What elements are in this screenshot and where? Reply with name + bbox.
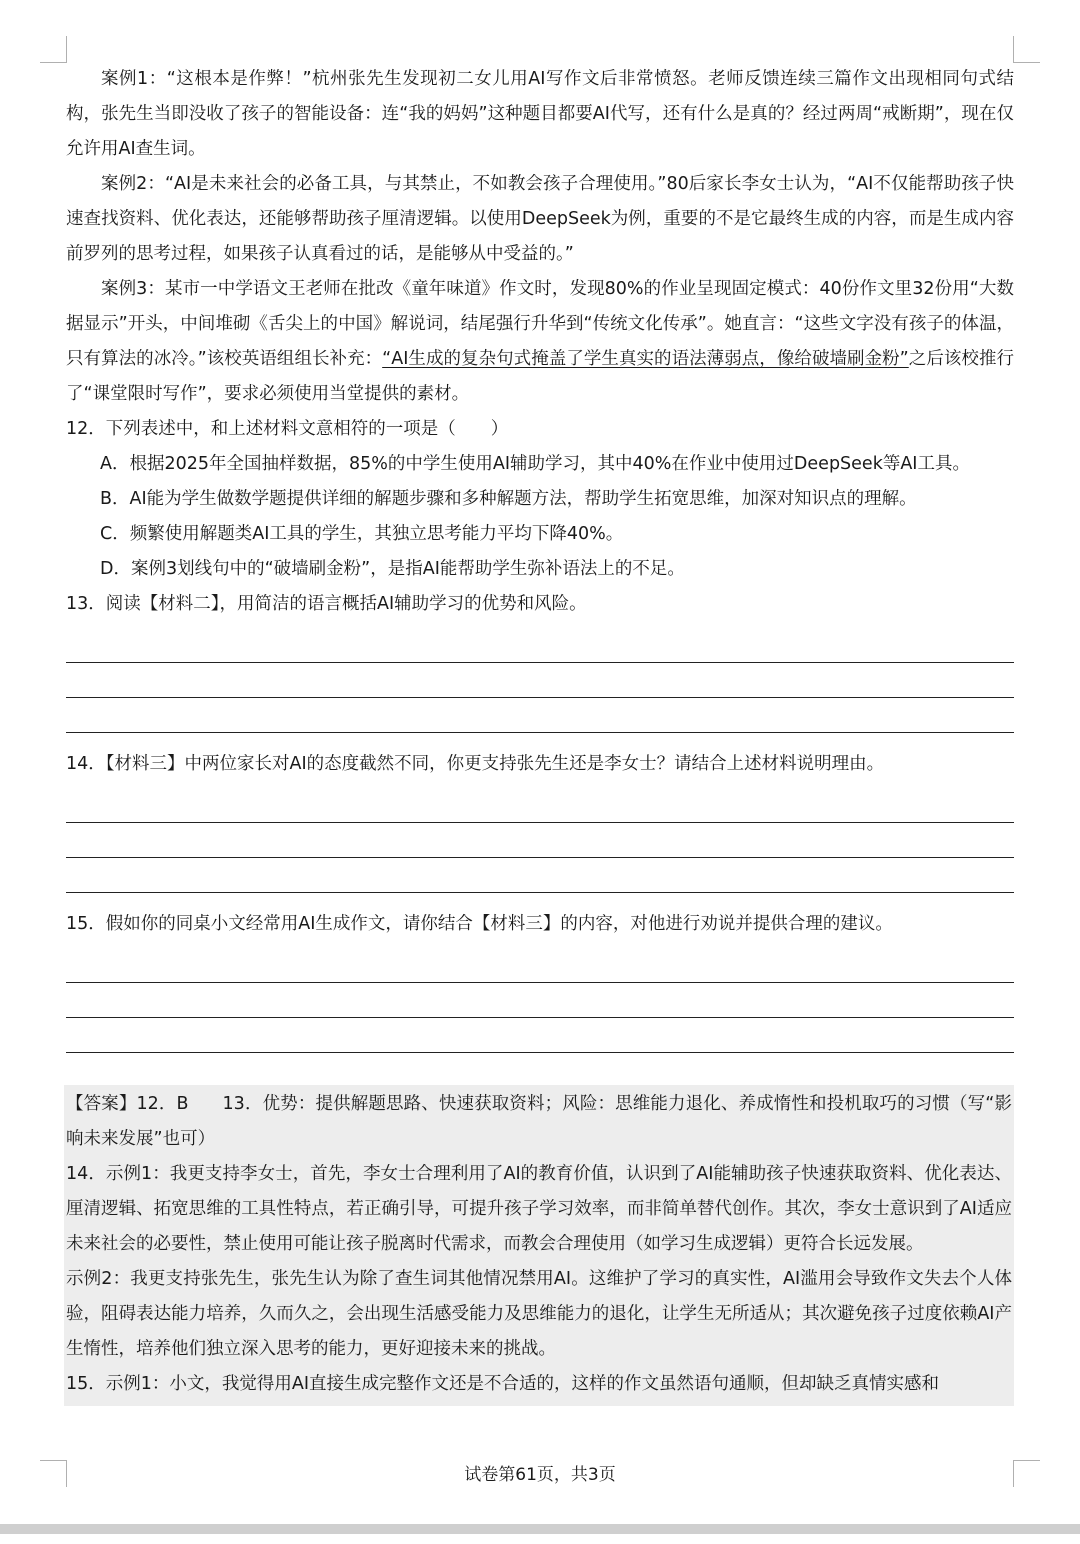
crop-mark-top-right bbox=[1013, 36, 1040, 63]
case-1: 案例1：“这根本是作弊！”杭州张先生发现初二女儿用AI写作文后非常愤怒。老师反馈连续三篇作文出现相同句式结构，张先生当即没收了孩子的智能设备：连“我的妈妈”这种题目都要AI代写，还有什么是真的？经过两周“戒断期”，现在仅允许用AI查生词。 bbox=[66, 69, 1014, 159]
scroll-bar bbox=[0, 1524, 1080, 1534]
question-13: 13．阅读【材料二】，用简洁的语言概括AI辅助学习的优势和风险。 bbox=[66, 594, 587, 614]
case-3-text-end: 之后该校推行了“课堂限时写作”，要求必须使用当堂提供的素材。 bbox=[66, 349, 1015, 404]
answer-line bbox=[66, 823, 1014, 858]
answer-12: 【答案】12．B bbox=[66, 1094, 189, 1114]
option-d: D．案例3划线句中的“破墙刷金粉”，是指AI能帮助学生弥补语法上的不足。 bbox=[100, 559, 685, 579]
answer-line bbox=[66, 628, 1014, 663]
option-b: B．AI能为学生做数学题提供详细的解题步骤和多种解题方法，帮助学生拓宽思维，加深对知识点的理解。 bbox=[100, 489, 917, 509]
crop-mark-top-left bbox=[40, 36, 67, 63]
answer-line bbox=[66, 858, 1014, 893]
answer-line bbox=[66, 663, 1014, 698]
option-a: A．根据2025年全国抽样数据，85%的中学生使用AI辅助学习，其中40%在作业中使用过DeepSeek等AI工具。 bbox=[100, 454, 970, 474]
answer-line bbox=[66, 788, 1014, 823]
answer-12-13 bbox=[66, 1087, 1012, 1157]
answer-14-example-2: 示例2：我更支持张先生，张先生认为除了查生词其他情况禁用AI。这维护了学习的真实性，AI滥用会导致作文失去个人体验，阻碍表达能力培养，久而久之，会出现生活感受能力及思维能力的退化，让学生无所适从；其次避免孩子过度依赖AI产生惰性，培养他们独立深入思考的能力，更好迎接未来的挑战。 bbox=[66, 1269, 1012, 1359]
answer-lines-13 bbox=[66, 628, 1014, 733]
case-3 bbox=[66, 272, 1014, 412]
answer-14-example-1: 14．示例1：我更支持李女士，首先，李女士合理利用了AI的教育价值，认识到了AI能辅助孩子快速获取资料、优化表达、厘清逻辑、拓宽思维的工具性特点，若正确引导，可提升孩子学习效率，而非简单替代创作。其次，李女士意识到了AI适应未来社会的必要性，禁止使用可能让孩子脱离时代需求，而教会合理使用（如学习生成逻辑）更符合长远发展。 bbox=[66, 1164, 1012, 1254]
answer-line bbox=[66, 983, 1014, 1018]
question-14: 14．【材料三】中两位家长对AI的态度截然不同，你更支持张先生还是李女士？请结合上述材料说明理由。 bbox=[66, 754, 885, 774]
page-footer: 试卷第61页，共3页 bbox=[464, 1465, 616, 1485]
answer-line bbox=[66, 1018, 1014, 1053]
question-15: 15．假如你的同桌小文经常用AI生成作文，请你结合【材料三】的内容，对他进行劝说并提供合理的建议。 bbox=[66, 914, 893, 934]
case-3-text: 案例3：某市一中学语文王老师在批改《童年味道》作文时，发现80%的作业呈现固定模式：40份作文里32份用“大数据显示”开头，中间堆砌《舌尖上的中国》解说词，结尾强行升华到“传统文化传承”。她直言：“这些文字没有孩子的体温，只有算法的冰冷。”该校英语组组长补充： bbox=[66, 279, 1014, 369]
question-12: 12．下列表述中，和上述材料文意相符的一项是（ ） bbox=[66, 419, 509, 439]
answer-lines-14 bbox=[66, 788, 1014, 893]
case-2: 案例2：“AI是未来社会的必备工具，与其禁止，不如教会孩子合理使用。”80后家长李女士认为，“AI不仅能帮助孩子快速查找资料、优化表达，还能够帮助孩子厘清逻辑。以使用DeepSeek为例，重要的不是它最终生成的内容，而是生成内容前罗列的思考过程，如果孩子认真看过的话，是能够从中受益的。” bbox=[66, 174, 1014, 264]
answer-line bbox=[66, 698, 1014, 733]
answer-key bbox=[64, 1085, 1014, 1406]
answer-15: 15．示例1：小文，我觉得用AI直接生成完整作文还是不合适的，这样的作文虽然语句通顺，但却缺乏真情实感和 bbox=[66, 1374, 940, 1394]
case-3-underlined-sentence: “AI生成的复杂句式掩盖了学生真实的语法薄弱点，像给破墙刷金粉” bbox=[382, 349, 909, 369]
answer-line bbox=[66, 948, 1014, 983]
answer-lines-15 bbox=[66, 948, 1014, 1053]
answer-13: 13．优势：提供解题思路、快速获取资料；风险：思维能力退化、养成惰性和投机取巧的习惯（写“影响未来发展”也可） bbox=[66, 1094, 1012, 1149]
exam-content bbox=[66, 62, 1014, 1063]
option-c: C．频繁使用解题类AI工具的学生，其独立思考能力平均下降40%。 bbox=[100, 524, 624, 544]
